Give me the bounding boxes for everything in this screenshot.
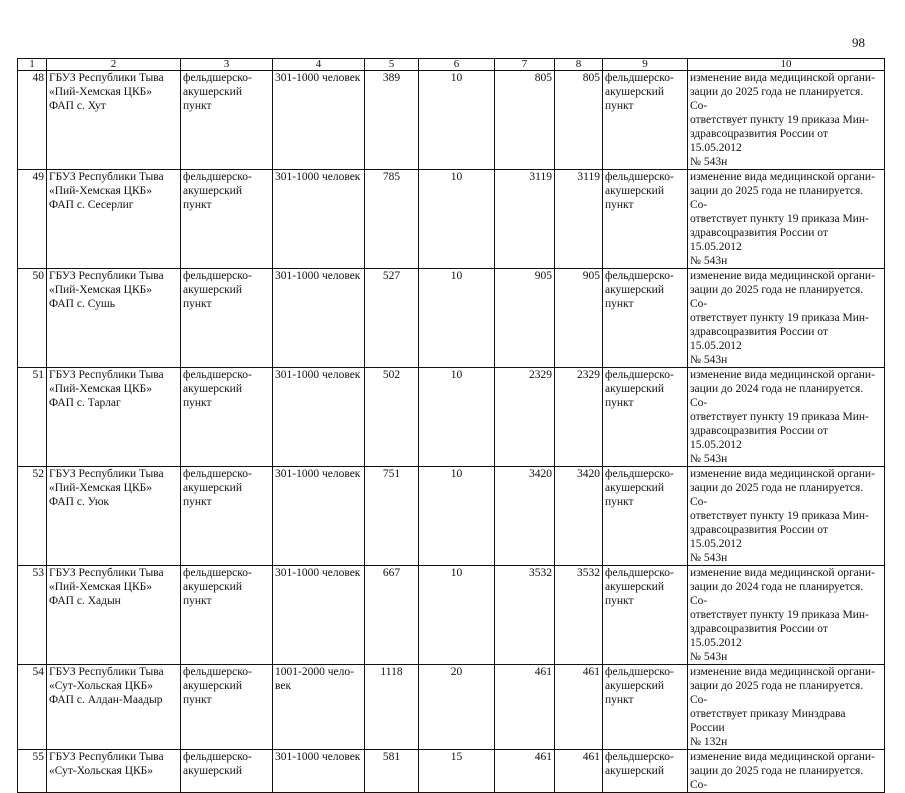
- note-cell: изменение вида медицинской органи- зации до 2024 года не планируется. Со- ответствует пункту 19 приказа Мин- здравсоцразвития России от 15.05.2012 № 543н: [688, 566, 885, 665]
- page-number: 98: [852, 35, 865, 50]
- row-number-cell: 48: [18, 71, 47, 170]
- distance-cell: 15: [419, 750, 495, 793]
- value-col7-cell: 3532: [495, 566, 555, 665]
- row-number-cell: 52: [18, 467, 47, 566]
- facility-type-cell: фельдшерско- акушерский пункт: [181, 170, 273, 269]
- row-number-cell: 54: [18, 665, 47, 750]
- organization-cell: ГБУЗ Республики Тыва «Пий-Хемская ЦКБ» ФАП с. Уюк: [47, 467, 181, 566]
- column-header: 5: [365, 59, 419, 71]
- table-row: [18, 170, 885, 269]
- row-number-cell: 50: [18, 269, 47, 368]
- table-row: [18, 467, 885, 566]
- column-header: 3: [181, 59, 273, 71]
- value-col7-cell: 461: [495, 665, 555, 750]
- value-col8-cell: 905: [555, 269, 603, 368]
- population-count-cell: 389: [365, 71, 419, 170]
- table-row: [18, 665, 885, 750]
- population-range-cell: 301-1000 человек: [273, 71, 365, 170]
- value-col7-cell: 2329: [495, 368, 555, 467]
- population-range-cell: 301-1000 человек: [273, 467, 365, 566]
- value-col7-cell: 905: [495, 269, 555, 368]
- value-col7-cell: 461: [495, 750, 555, 793]
- population-count-cell: 502: [365, 368, 419, 467]
- target-type-cell: фельдшерско- акушерский пункт: [603, 368, 688, 467]
- facility-type-cell: фельдшерско- акушерский пункт: [181, 71, 273, 170]
- facility-type-cell: фельдшерско- акушерский пункт: [181, 368, 273, 467]
- population-range-cell: 301-1000 человек: [273, 170, 365, 269]
- target-type-cell: фельдшерско- акушерский пункт: [603, 269, 688, 368]
- value-col8-cell: 805: [555, 71, 603, 170]
- organization-cell: ГБУЗ Республики Тыва «Пий-Хемская ЦКБ» ФАП с. Хут: [47, 71, 181, 170]
- row-number-cell: 49: [18, 170, 47, 269]
- column-header: 8: [555, 59, 603, 71]
- organization-cell: ГБУЗ Республики Тыва «Пий-Хемская ЦКБ» ФАП с. Тарлаг: [47, 368, 181, 467]
- value-col7-cell: 3420: [495, 467, 555, 566]
- note-cell: изменение вида медицинской органи- зации до 2024 года не планируется. Со- ответствует пункту 19 приказа Мин- здравсоцразвития России от 15.05.2012 № 543н: [688, 368, 885, 467]
- table-row: [18, 750, 885, 793]
- distance-cell: 10: [419, 269, 495, 368]
- distance-cell: 20: [419, 665, 495, 750]
- table-row: [18, 269, 885, 368]
- column-header: 10: [688, 59, 885, 71]
- target-type-cell: фельдшерско- акушерский пункт: [603, 665, 688, 750]
- value-col8-cell: 3119: [555, 170, 603, 269]
- note-cell: изменение вида медицинской органи- зации до 2025 года не планируется. Со- ответствует пункту 19 приказа Мин- здравсоцразвития России от 15.05.2012 № 543н: [688, 467, 885, 566]
- organization-cell: ГБУЗ Республики Тыва «Пий-Хемская ЦКБ» ФАП с. Сушь: [47, 269, 181, 368]
- table-row: [18, 566, 885, 665]
- facility-type-cell: фельдшерско- акушерский пункт: [181, 665, 273, 750]
- facility-type-cell: фельдшерско- акушерский пункт: [181, 467, 273, 566]
- value-col8-cell: 461: [555, 665, 603, 750]
- population-count-cell: 785: [365, 170, 419, 269]
- population-range-cell: 1001-2000 чело- век: [273, 665, 365, 750]
- value-col8-cell: 3420: [555, 467, 603, 566]
- facility-type-cell: фельдшерско- акушерский пункт: [181, 566, 273, 665]
- column-header: 7: [495, 59, 555, 71]
- population-count-cell: 1118: [365, 665, 419, 750]
- organization-cell: ГБУЗ Республики Тыва «Сут-Хольская ЦКБ» ФАП с. Алдан-Маадыр: [47, 665, 181, 750]
- target-type-cell: фельдшерско- акушерский пункт: [603, 566, 688, 665]
- facility-type-cell: фельдшерско- акушерский пункт: [181, 269, 273, 368]
- column-header: 6: [419, 59, 495, 71]
- population-count-cell: 751: [365, 467, 419, 566]
- column-header: 1: [18, 59, 47, 71]
- value-col7-cell: 3119: [495, 170, 555, 269]
- organization-cell: ГБУЗ Республики Тыва «Пий-Хемская ЦКБ» ФАП с. Хадын: [47, 566, 181, 665]
- target-type-cell: фельдшерско- акушерский пункт: [603, 71, 688, 170]
- value-col7-cell: 805: [495, 71, 555, 170]
- table-row: [18, 368, 885, 467]
- value-col8-cell: 461: [555, 750, 603, 793]
- note-cell: изменение вида медицинской органи- зации до 2025 года не планируется. Со- ответствует пункту 19 приказа Мин- здравсоцразвития России от 15.05.2012 № 543н: [688, 71, 885, 170]
- target-type-cell: фельдшерско- акушерский пункт: [603, 467, 688, 566]
- note-cell: изменение вида медицинской органи- зации до 2025 года не планируется. Со- ответствует пункту 19 приказа Мин- здравсоцразвития России от 15.05.2012 № 543н: [688, 170, 885, 269]
- distance-cell: 10: [419, 368, 495, 467]
- population-count-cell: 667: [365, 566, 419, 665]
- population-range-cell: 301-1000 человек: [273, 269, 365, 368]
- distance-cell: 10: [419, 71, 495, 170]
- value-col8-cell: 3532: [555, 566, 603, 665]
- column-header: 9: [603, 59, 688, 71]
- table-row: [18, 71, 885, 170]
- value-col8-cell: 2329: [555, 368, 603, 467]
- facility-type-cell: фельдшерско- акушерский: [181, 750, 273, 793]
- column-header: 4: [273, 59, 365, 71]
- column-header: 2: [47, 59, 181, 71]
- facilities-table: [17, 58, 885, 793]
- row-number-cell: 53: [18, 566, 47, 665]
- population-count-cell: 527: [365, 269, 419, 368]
- target-type-cell: фельдшерско- акушерский: [603, 750, 688, 793]
- note-cell: изменение вида медицинской органи- зации до 2025 года не планируется. Со-: [688, 750, 885, 793]
- target-type-cell: фельдшерско- акушерский пункт: [603, 170, 688, 269]
- note-cell: изменение вида медицинской органи- зации до 2025 года не планируется. Со- ответствует пункту 19 приказа Мин- здравсоцразвития России от 15.05.2012 № 543н: [688, 269, 885, 368]
- organization-cell: ГБУЗ Республики Тыва «Сут-Хольская ЦКБ»: [47, 750, 181, 793]
- distance-cell: 10: [419, 566, 495, 665]
- header-row: [18, 59, 885, 71]
- population-range-cell: 301-1000 человек: [273, 750, 365, 793]
- distance-cell: 10: [419, 170, 495, 269]
- row-number-cell: 51: [18, 368, 47, 467]
- population-range-cell: 301-1000 человек: [273, 368, 365, 467]
- distance-cell: 10: [419, 467, 495, 566]
- population-range-cell: 301-1000 человек: [273, 566, 365, 665]
- note-cell: изменение вида медицинской органи- зации до 2025 года не планируется. Со- ответствует приказу Минздрава России № 132н: [688, 665, 885, 750]
- organization-cell: ГБУЗ Республики Тыва «Пий-Хемская ЦКБ» ФАП с. Сесерлиг: [47, 170, 181, 269]
- population-count-cell: 581: [365, 750, 419, 793]
- row-number-cell: 55: [18, 750, 47, 793]
